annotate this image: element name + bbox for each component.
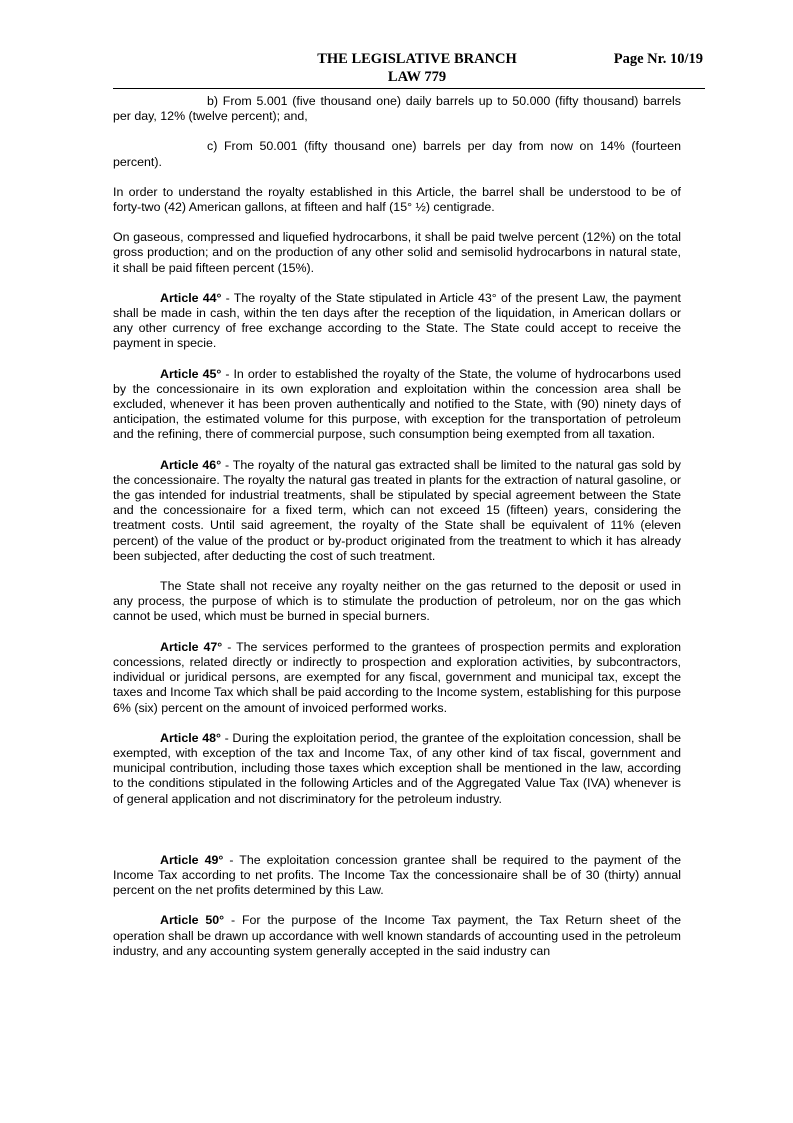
paragraph: c) From 50.001 (fifty thousand one) barrels per day from now on 14% (fourteen percent).: [113, 139, 681, 169]
article-paragraph: [113, 913, 681, 959]
header-title-line2: LAW 779: [387, 69, 447, 85]
article-paragraph: [113, 458, 681, 564]
article-text: - The royalty of the State stipulated in Article 43° of the present Law, the payment shall be made in cash, within the ten days after the reception of the liquidation, in American dollars or any other currency of free exchange according to the State. The State could accept to receive the payment in specie.: [113, 290, 682, 351]
article-heading: Article 48°: [160, 730, 221, 745]
page-header: [113, 48, 705, 89]
article-heading: Article 50°: [160, 913, 225, 928]
article-heading: Article 47°: [160, 639, 223, 654]
article-heading: Article 49°: [160, 852, 224, 867]
page-number: Page Nr. 10/19: [613, 51, 703, 67]
article-paragraph: [113, 367, 681, 443]
article-text: - During the exploitation period, the grantee of the exploitation concession, shall be exempted, with exception of the tax and Income Tax, of any other kind of tax fiscal, government and municipal contribution, including those taxes which exception shall be mentioned in the law, according to the conditions stipulated in the following Articles and of the Aggregated Value Tax (IVA) whenever is of general application and not discriminatory for the petroleum industry.: [113, 730, 681, 806]
paragraph: The State shall not receive any royalty neither on the gas returned to the deposit or used in any process, the purpose of which is to stimulate the production of petroleum, nor on the gas which cannot be used, which must be burned in special burners.: [113, 579, 681, 624]
article-text: - The exploitation concession grantee shall be required to the payment of the Income Tax according to net profits. The Income Tax the concessionaire shall be of 30 (thirty) annual percent on the net profits determined by this Law.: [113, 852, 681, 898]
article-paragraph: [113, 291, 681, 352]
paragraph: On gaseous, compressed and liquefied hydrocarbons, it shall be paid twelve percent (12%) on the total gross production; and on the production of any other solid and semisolid hydrocarbons in natural state, it shall be paid fifteen percent (15%).: [113, 230, 681, 275]
article-heading: Article 46°: [160, 457, 222, 472]
article-heading: Article 44°: [160, 290, 222, 305]
paragraph: In order to understand the royalty established in this Article, the barrel shall be understood to be of forty-two (42) American gallons, at fifteen and half (15° ½) centigrade.: [113, 184, 681, 215]
article-paragraph: [113, 640, 681, 716]
article-heading: Article 45°: [160, 366, 222, 381]
article-text: - In order to established the royalty of the State, the volume of hydrocarbons used by the concessionaire in its own exploration and exploitation within the concession area shall be excluded, whenever it has been proven authentically and notified to the State, with (90) ninety days of anticipation, the estimated volume for this purpose, with exception for the transportation of petroleum and the refining, there of commercial purpose, such consumption being exempted from all taxation.: [113, 366, 682, 442]
article-text: - The royalty of the natural gas extracted shall be limited to the natural gas sold by the concessionaire. The royalty the natural gas treated in plants for the extraction of natural gasoline, or the gas intended for industrial treatments, shall be stipulated by special agreement between the State and the concessionaire for a fixed term, which can not exceed 15 (fifteen) years, considering the treatment costs. Until said agreement, the royalty of the State shall be equivalent of 11% (eleven percent) of the value of the product or by-product originated from the treatment to which it has already been subjected, after deducting the cost of such treatment.: [113, 457, 681, 563]
article-paragraph: [113, 731, 681, 807]
header-title: [297, 50, 537, 86]
article-paragraph: [113, 853, 681, 899]
document-body: [113, 94, 681, 959]
article-text: - The services performed to the grantees of prospection permits and exploration concessions, related directly or indirectly to prospection and exploration activities, by subcontractors, individual or juridical persons, are exempted for any fiscal, government and municipal tax, except the taxes and Income Tax which shall be paid according to the Income system, establishing for this purpose 6% (six) percent on the amount of invoiced performed works.: [113, 639, 681, 715]
header-title-line1: THE LEGISLATIVE BRANCH: [317, 51, 517, 67]
article-text: - For the purpose of the Income Tax payment, the Tax Return sheet of the operation shall be drawn up accordance with well known standards of accounting used in the petroleum industry, and any accounting system generally accepted in the said industry can: [113, 913, 681, 958]
paragraph: b) From 5.001 (five thousand one) daily barrels up to 50.000 (fifty thousand) barrels per day, 12% (twelve percent); and,: [113, 94, 681, 124]
